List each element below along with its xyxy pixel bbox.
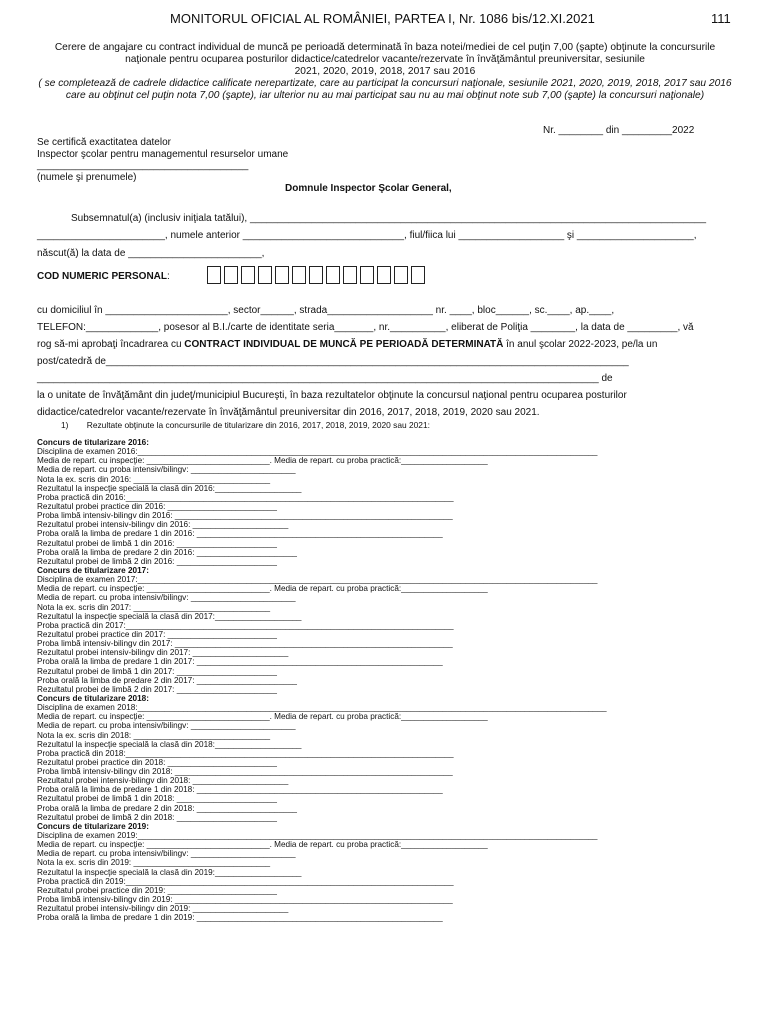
result-field[interactable]: Proba practică din 2018:________________________________________________________________________ — [37, 748, 454, 758]
cnp-label-text: COD NUMERIC PERSONAL — [37, 271, 168, 282]
section-title: Concurs de titularizare 2019: — [37, 821, 149, 831]
section-title: Concurs de titularizare 2018: — [37, 693, 149, 703]
unit-line: la o unitate de învăţământ din judeţ/municipiul Bucureşti, în baza rezultatelor obţinute la concursul naţional pentru ocuparea posturilor — [37, 390, 627, 401]
cnp-label — [37, 271, 170, 282]
result-field[interactable]: Proba limbă intensiv-bilingv din 2017: _____________________________________________________________ — [37, 639, 453, 649]
form-intro — [28, 42, 742, 102]
result-field[interactable]: Nota la ex. scris din 2018: ______________________________ — [37, 730, 271, 740]
result-field[interactable]: Media de repart. cu proba intensiv/bilingv: _______________________ — [37, 721, 296, 731]
cnp-digit-box[interactable] — [411, 266, 425, 284]
request-text-post: în anul şcolar 2022-2023, pe/la un — [503, 339, 658, 350]
result-field[interactable]: Proba orală la limba de predare 1 din 2017: ______________________________________________________ — [37, 657, 443, 667]
intro-line-1: Cerere de angajare cu contract individual de muncă pe perioadă determinată în baza notei/mediei de cel puţin 7,00 (şapte) obţinute la concursurile — [54, 42, 716, 53]
post-continuation-field[interactable]: _____________________________________________________________________________________________________ de — [37, 373, 613, 384]
result-field[interactable]: Rezultatul probei intensiv-bilingv din 2016: _____________________ — [37, 520, 289, 530]
result-field[interactable]: Rezultatul probei de limbă 1 din 2018: ______________________ — [37, 794, 277, 804]
subsemnatul-field[interactable]: Subsemnatul(a) (inclusiv iniţiala tatălui), __________________________________________________________________________________ — [71, 213, 707, 224]
result-field[interactable]: Disciplina de examen 2016:_____________________________________________________________________________________________________ — [37, 447, 598, 457]
result-field[interactable]: Rezultatul probei de limbă 1 din 2017: ______________________ — [37, 666, 277, 676]
result-field[interactable]: Rezultatul la inspecţie specială la clasă din 2016:___________________ — [37, 483, 302, 493]
result-field[interactable]: Proba orală la limba de predare 1 din 2018: ______________________________________________________ — [37, 785, 443, 795]
cnp-digit-box[interactable] — [326, 266, 340, 284]
phone-id-field[interactable]: TELEFON:_____________, posesor al B.I./carte de identitate seria_______, nr.__________, eliberat de Poliţia ________, la data de _________, vă — [37, 322, 694, 333]
cnp-digit-box[interactable] — [224, 266, 238, 284]
result-field[interactable]: Rezultatul la inspecţie specială la clasă din 2018:___________________ — [37, 739, 302, 749]
certify-line-2: Inspector şcolar pentru managementul resurselor umane — [37, 148, 289, 160]
contract-type: CONTRACT INDIVIDUAL DE MUNCĂ PE PERIOADĂ DETERMINATĂ — [184, 339, 504, 350]
results-sections — [37, 438, 737, 922]
certify-signature-line[interactable]: ______________________________________ — [37, 160, 249, 171]
result-field[interactable]: Media de repart. cu inspecţie: ___________________________. Media de repart. cu proba practică:___________________ — [37, 456, 488, 466]
cnp-digit-box[interactable] — [377, 266, 391, 284]
result-field[interactable]: Proba orală la limba de predare 1 din 2016: ______________________________________________________ — [37, 529, 443, 539]
result-field[interactable]: Media de repart. cu proba intensiv/bilingv: _______________________ — [37, 849, 296, 859]
post-field[interactable]: post/catedră de______________________________________________________________________________________________ — [37, 356, 629, 367]
result-field[interactable]: Proba orală la limba de predare 2 din 2018: ______________________ — [37, 803, 297, 813]
result-field[interactable]: Proba orală la limba de predare 1 din 2019: ______________________________________________________ — [37, 913, 443, 923]
results-text: Rezultate obţinute la concursurile de titularizare din 2016, 2017, 2018, 2019, 2020 sau 2021: — [86, 420, 430, 430]
cnp-digit-box[interactable] — [275, 266, 289, 284]
result-field[interactable]: Proba practică din 2019:________________________________________________________________________ — [37, 876, 454, 886]
section-title: Concurs de titularizare 2016: — [37, 438, 149, 447]
registration-number-line[interactable]: Nr. ________ din _________2022 — [543, 125, 695, 136]
result-field[interactable]: Rezultatul probei practice din 2017: ________________________ — [37, 629, 277, 639]
result-field[interactable]: Proba orală la limba de predare 2 din 2017: ______________________ — [37, 675, 297, 685]
result-field[interactable]: Proba practică din 2016:________________________________________________________________________ — [37, 492, 454, 502]
cnp-digit-box[interactable] — [292, 266, 306, 284]
page-number: 111 — [711, 11, 731, 26]
result-field[interactable]: Rezultatul la inspecţie specială la clasă din 2017:___________________ — [37, 611, 302, 621]
results-number: 1) — [61, 420, 69, 430]
certification-block — [37, 137, 288, 183]
cnp-digit-box[interactable] — [258, 266, 272, 284]
result-field[interactable]: Rezultatul probei de limbă 2 din 2016: ______________________ — [37, 556, 277, 566]
result-field[interactable]: Rezultatul probei practice din 2018: ________________________ — [37, 757, 277, 767]
result-field[interactable]: Rezultatul probei de limbă 2 din 2017: ______________________ — [37, 684, 277, 694]
result-field[interactable]: Rezultatul probei intensiv-bilingv din 2018: _____________________ — [37, 776, 289, 786]
result-field[interactable]: Rezultatul probei intensiv-bilingv din 2017: _____________________ — [37, 648, 289, 658]
salutation: Domnule Inspector Şcolar General, — [285, 183, 452, 194]
result-field[interactable]: Nota la ex. scris din 2019: ______________________________ — [37, 858, 271, 868]
results-heading — [61, 420, 430, 430]
cnp-input-boxes[interactable] — [207, 266, 428, 284]
cnp-digit-box[interactable] — [360, 266, 374, 284]
section-title: Concurs de titularizare 2017: — [37, 565, 149, 575]
result-field[interactable]: Rezultatul probei practice din 2019: ________________________ — [37, 885, 277, 895]
journal-title: MONITORUL OFICIAL AL ROMÂNIEI, PARTEA I, Nr. 1086 bis/12.XI.2021 — [170, 11, 595, 26]
result-field[interactable]: Nota la ex. scris din 2017: ______________________________ — [37, 602, 271, 612]
result-field[interactable]: Rezultatul probei de limbă 2 din 2018: ______________________ — [37, 812, 277, 822]
result-field[interactable]: Media de repart. cu inspecţie: ___________________________. Media de repart. cu proba practică:___________________ — [37, 584, 488, 594]
cnp-digit-box[interactable] — [207, 266, 221, 284]
names-field[interactable]: _______________________, numele anterior _____________________________, fiul/fiica lui ___________________ şi _____________________, — [37, 230, 697, 241]
result-field[interactable]: Media de repart. cu proba intensiv/bilingv: _______________________ — [37, 593, 296, 603]
result-field[interactable]: Disciplina de examen 2018:_______________________________________________________________________________________________________ — [37, 703, 607, 713]
result-field[interactable]: Proba limbă intensiv-bilingv din 2019: _____________________________________________________________ — [37, 895, 453, 905]
result-field[interactable]: Rezultatul la inspecţie specială la clasă din 2019:___________________ — [37, 867, 302, 877]
address-field[interactable]: cu domiciliul în ______________________, sector______, strada___________________ nr. ____, bloc______, sc.____, ap.____, — [37, 305, 615, 316]
result-field[interactable]: Proba orală la limba de predare 2 din 2016: ______________________ — [37, 547, 297, 557]
request-line — [37, 339, 657, 350]
certify-name-caption: (numele şi prenumele) — [37, 171, 137, 183]
intro-note-2: care au obţinut cel puţin nota 7,00 (şapte), iar ulterior nu au mai participat sau nu au mai obţinut note sub 7,00 (şapte) la concursuri naţionale) — [65, 90, 705, 101]
cnp-digit-box[interactable] — [241, 266, 255, 284]
result-field[interactable]: Proba limbă intensiv-bilingv din 2018: _____________________________________________________________ — [37, 767, 453, 777]
intro-line-3: 2021, 2020, 2019, 2018, 2017 sau 2016 — [294, 66, 476, 77]
certify-line-1: Se certifică exactitatea datelor — [37, 137, 171, 148]
cnp-digit-box[interactable] — [309, 266, 323, 284]
cnp-digit-box[interactable] — [343, 266, 357, 284]
result-field[interactable]: Rezultatul probei practice din 2016: ________________________ — [37, 501, 277, 511]
cnp-digit-box[interactable] — [394, 266, 408, 284]
intro-note-1: ( se completează de cadrele didactice calificate nerepartizate, care au participat la concursuri naţionale, sesiunile 2021, 2020, 2019, 2018, 2017 sau 2016 — [38, 78, 732, 89]
didactice-line: didactice/catedrelor vacante/rezervate în învăţământul preuniversitar din 2016, 2017, 2018, 2019, 2020 sau 2021. — [37, 407, 540, 418]
result-field[interactable]: Media de repart. cu inspecţie: ___________________________. Media de repart. cu proba practică:___________________ — [37, 840, 488, 850]
result-field[interactable]: Disciplina de examen 2019:_____________________________________________________________________________________________________ — [37, 831, 598, 841]
intro-line-2: naţionale pentru ocuparea posturilor didactice/catedrelor vacante/rezervate în învăţământul preuniversitar, sesiunile — [125, 54, 645, 65]
result-field[interactable]: Media de repart. cu inspecţie: ___________________________. Media de repart. cu proba practică:___________________ — [37, 712, 488, 722]
result-field[interactable]: Proba practică din 2017:________________________________________________________________________ — [37, 620, 454, 630]
result-field[interactable]: Rezultatul probei de limbă 1 din 2016: ______________________ — [37, 538, 277, 548]
cnp-colon: : — [167, 271, 170, 282]
result-field[interactable]: Nota la ex. scris din 2016: ______________________________ — [37, 474, 271, 484]
result-field[interactable]: Proba limbă intensiv-bilingv din 2016: _____________________________________________________________ — [37, 511, 453, 521]
result-field[interactable]: Rezultatul probei intensiv-bilingv din 2019: _____________________ — [37, 904, 289, 914]
request-text-pre: rog să-mi aprobaţi încadrarea cu — [37, 339, 185, 350]
result-field[interactable]: Disciplina de examen 2017:_____________________________________________________________________________________________________ — [37, 575, 598, 585]
birth-date-field[interactable]: născut(ă) la data de ________________________, — [37, 248, 265, 259]
result-field[interactable]: Media de repart. cu proba intensiv/bilingv: _______________________ — [37, 465, 296, 475]
